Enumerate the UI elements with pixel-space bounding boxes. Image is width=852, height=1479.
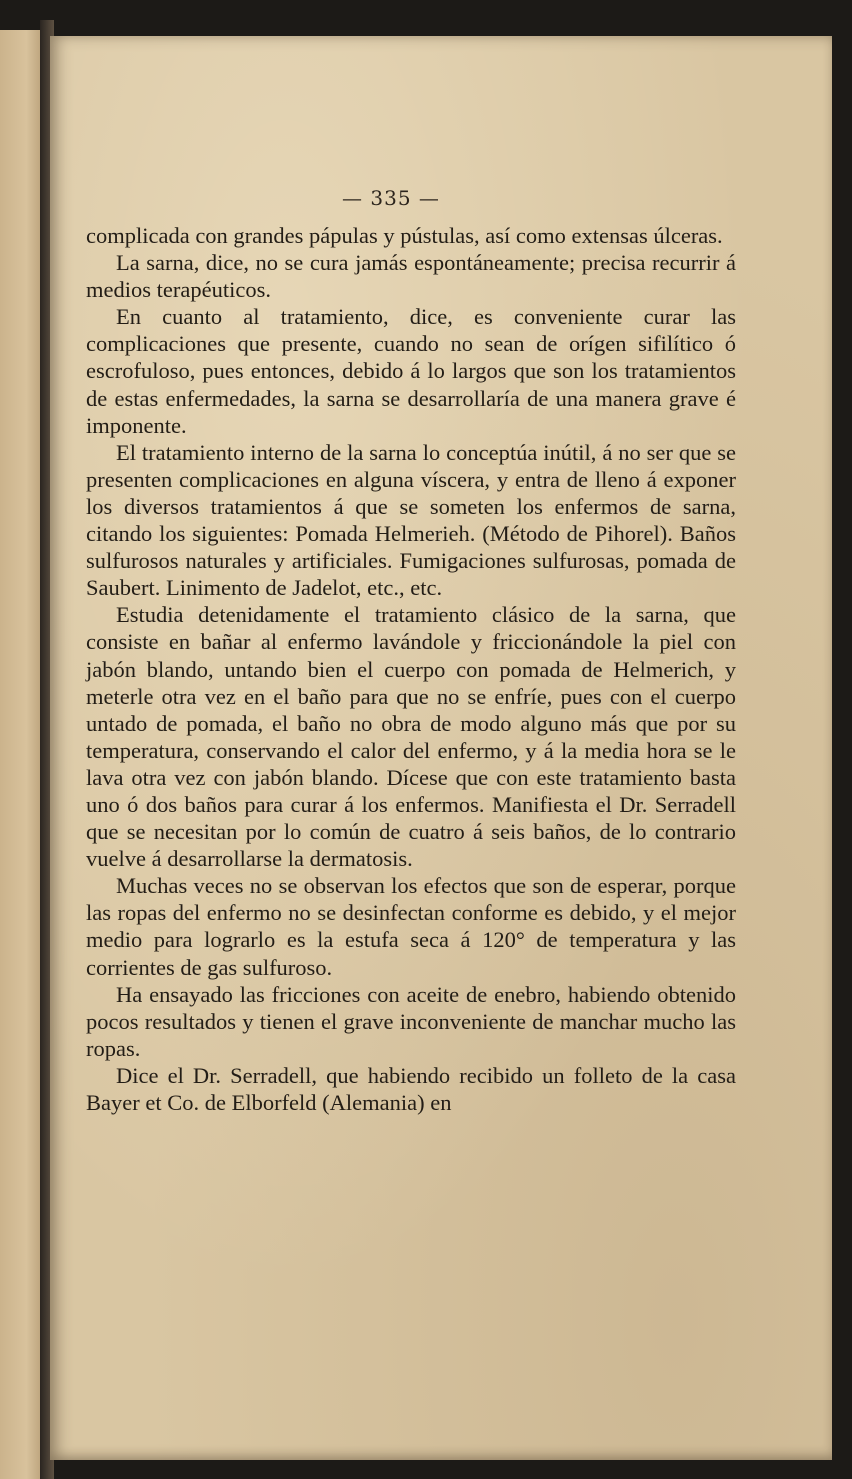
paragraph: El tratamiento interno de la sarna lo conceptúa inútil, á no ser que se presenten complicaciones en alguna víscera, y entra de lleno á exponer los diversos tratamientos á que se someten los enfermos de sarna, citando los siguientes: Pomada Helmerieh. (Método de Pihorel). Baños sulfurosos naturales y artificiales. Fumigaciones sulfurosas, pomada de Saubert. Linimento de Jadelot, etc., etc. [86, 439, 736, 601]
book-page [50, 36, 832, 1460]
paragraph: En cuanto al tratamiento, dice, es conveniente curar las complicaciones que presente, cuando no sean de orígen sifilítico ó escrofuloso, pues entonces, debido á lo largos que son los tratamientos de estas enfermedades, la sarna se desarrollaría de una manera grave é imponente. [86, 304, 736, 438]
paragraph: Muchas veces no se observan los efectos que son de esperar, porque las ropas del enfermo no se desinfectan conforme es debido, y el mejor medio para lograrlo es la estufa seca á 120° de temperatura y las corrientes de gas sulfuroso. [86, 873, 736, 980]
paragraph: complicada con grandes pápulas y pústulas, así como extensas úlceras. [86, 223, 723, 248]
paragraph: La sarna, dice, no se cura jamás espontáneamente; precisa recurrir á medios terapéuticos. [86, 250, 736, 303]
paragraph: Ha ensayado las fricciones con aceite de enebro, habiendo obtenido pocos resultados y tienen el grave inconveniente de manchar mucho las ropas. [86, 981, 736, 1061]
previous-page-edge [0, 30, 44, 1479]
page-number: — 335 — [342, 186, 440, 210]
paragraph: Dice el Dr. Serradell, que habiendo recibido un folleto de la casa Bayer et Co. de Elborfeld (Alemania) en [86, 1062, 736, 1115]
body-text [86, 222, 736, 1116]
paragraph: Estudia detenidamente el tratamiento clásico de la sarna, que consiste en bañar al enfermo lavándole y friccionándole la piel con jabón blando, untando bien el cuerpo con pomada de Helmerich, y meterle otra vez en el baño para que no se enfríe, pues con el cuerpo untado de pomada, el baño no obra de modo alguno más que por su temperatura, conservando el calor del enfermo, y á la media hora se le lava otra vez con jabón blando. Dícese que con este tratamiento basta uno ó dos baños para curar á los enfermos. Manifiesta el Dr. Serradell que se necesitan por lo común de cuatro á seis baños, de lo contrario vuelve á desarrollarse la dermatosis. [86, 602, 736, 872]
